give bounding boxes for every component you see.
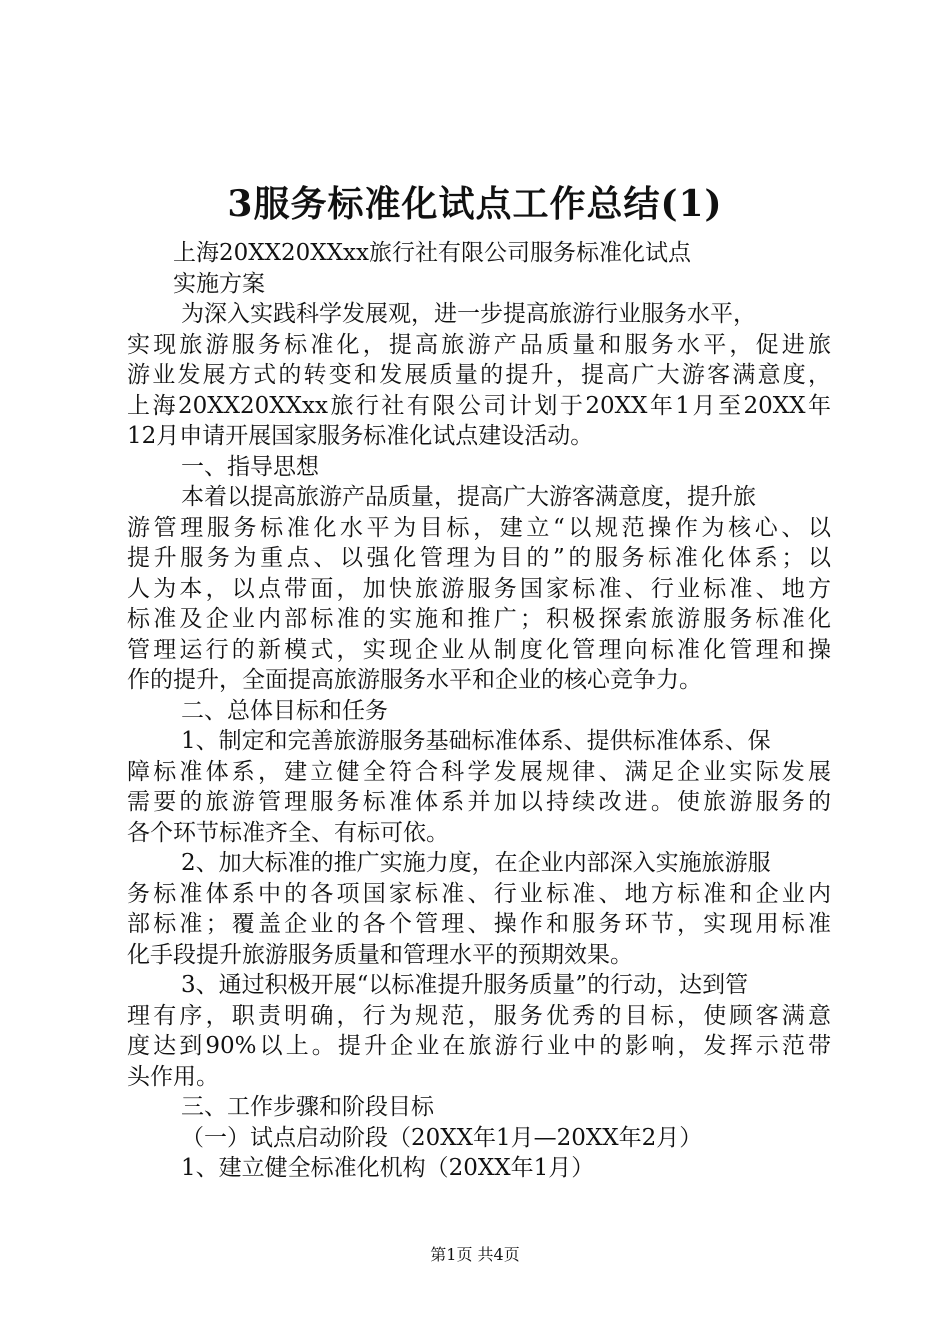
- text-line: 作的提升，全面提高旅游服务水平和企业的核心竞争力。: [127, 667, 702, 693]
- text-line: 三、工作步骤和阶段目标: [181, 1094, 434, 1120]
- text-line: 游业发展方式的转变和发展质量的提升，提高广大游客满意度，: [127, 362, 831, 388]
- text-line: 上海20XX20XXxx旅行社有限公司服务标准化试点: [173, 240, 691, 266]
- text-line: 二、总体目标和任务: [181, 697, 388, 724]
- text-line: 管理运行的新模式，实现企业从制度化管理向标准化管理和操: [127, 636, 831, 663]
- text-line: 一、指导思想: [181, 453, 319, 480]
- text-line: 本着以提高旅游产品质量，提高广大游客满意度，提升旅: [181, 484, 756, 510]
- text-line: 3、通过积极开展“以标准提升服务质量”的行动，达到管: [181, 972, 749, 998]
- text-line: 需要的旅游管理服务标准体系并加以持续改进。使旅游服务的: [127, 789, 831, 815]
- document-body: [127, 238, 831, 1184]
- text-line: 人为本，以点带面，加快旅游服务国家标准、行业标准、地方: [127, 575, 831, 602]
- text-line: 理有序，职责明确，行为规范，服务优秀的目标，使顾客满意: [127, 1002, 831, 1029]
- text-line: 头作用。: [127, 1063, 219, 1090]
- text-line: 游管理服务标准化水平为目标，建立“以规范操作为核心、以: [127, 514, 831, 541]
- text-line: 务标准体系中的各项国家标准、行业标准、地方标准和企业内: [127, 880, 831, 907]
- text-line: 障标准体系，建立健全符合科学发展规律、满足企业实际发展: [127, 758, 831, 785]
- text-line: 1、制定和完善旅游服务基础标准体系、提供标准体系、保: [181, 728, 771, 754]
- text-line: 2、加大标准的推广实施力度，在企业内部深入实施旅游服: [181, 850, 771, 876]
- text-line: 1、建立健全标准化机构（20XX年1月）: [181, 1155, 595, 1181]
- text-line: 提升服务为重点、以强化管理为目的”的服务标准化体系；以: [127, 545, 831, 571]
- text-line: 12月申请开展国家服务标准化试点建设活动。: [127, 423, 594, 449]
- text-line: 实施方案: [173, 270, 265, 297]
- page-footer: 第1页 共4页: [430, 1245, 520, 1264]
- text-line: 上海20XX20XXxx旅行社有限公司计划于20XX年1月至20XX年: [127, 392, 831, 419]
- text-line: 化手段提升旅游服务质量和管理水平的预期效果。: [127, 941, 633, 968]
- text-line: 度达到90%以上。提升企业在旅游行业中的影响，发挥示范带: [127, 1033, 831, 1059]
- text-line: （一）试点启动阶段（20XX年1月—20XX年2月）: [181, 1124, 703, 1151]
- text-line: 标准及企业内部标准的实施和推广；积极探索旅游服务标准化: [127, 606, 831, 632]
- text-line: 实现旅游服务标准化，提高旅游产品质量和服务水平，促进旅: [127, 331, 831, 358]
- text-line: 为深入实践科学发展观，进一步提高旅游行业服务水平，: [181, 301, 756, 327]
- document-title: 3服务标准化试点工作总结(1): [227, 183, 723, 225]
- text-line: 各个环节标准齐全、有标可依。: [127, 819, 449, 846]
- text-line: 部标准；覆盖企业的各个管理、操作和服务环节，实现用标准: [127, 911, 831, 937]
